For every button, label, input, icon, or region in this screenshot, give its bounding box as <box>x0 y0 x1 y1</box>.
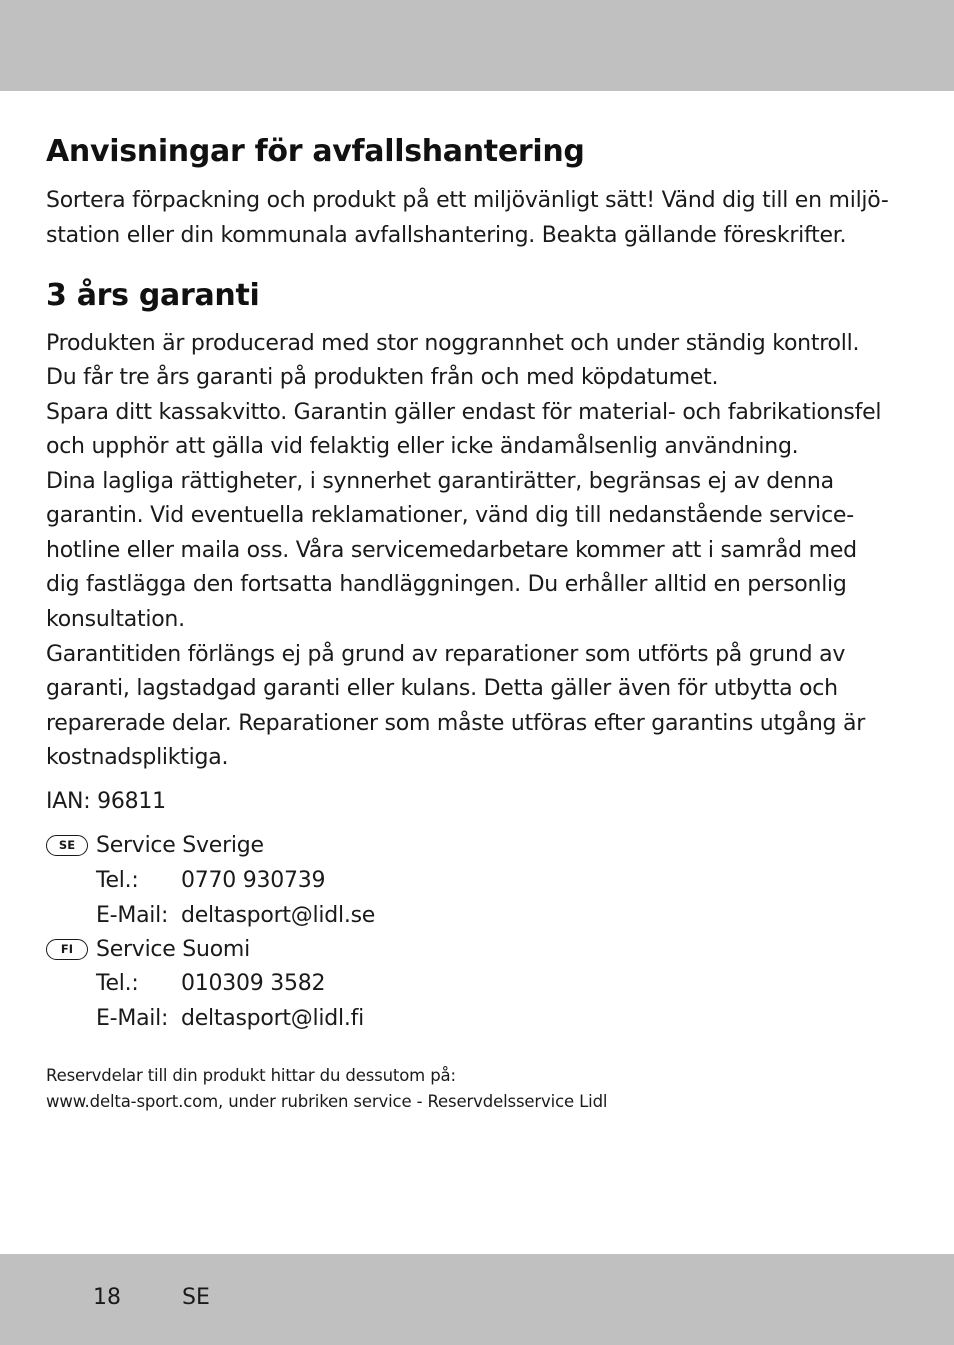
warranty-line: Du får tre års garanti på produkten från och med köpdatumet. <box>46 365 719 390</box>
bottom-band <box>0 1254 954 1345</box>
warranty-line: reparerade delar. Reparationer som måste utföras efter garantins utgång är <box>46 711 866 736</box>
top-band <box>0 0 954 91</box>
finland-flag-badge: FI <box>46 939 88 960</box>
disposal-heading: Anvisningar för avfallshantering <box>46 134 585 169</box>
warranty-line: garanti, lagstadgad garanti eller kulans. Detta gäller även för utbytta och <box>46 676 838 701</box>
service-sweden-title: Service Sverige <box>96 833 264 858</box>
sweden-tel-value: 0770 930739 <box>181 868 326 893</box>
warranty-line: Dina lagliga rättigheter, i synnerhet garantirätter, begränsas ej av denna <box>46 469 834 494</box>
finland-tel-label: Tel.: <box>96 971 139 996</box>
warranty-line: kostnadspliktiga. <box>46 745 229 770</box>
disposal-line: station eller din kommunala avfallshantering. Beakta gällande föreskrifter. <box>46 223 847 248</box>
ian-number: IAN: 96811 <box>46 789 166 814</box>
warranty-line: Garantitiden förlängs ej på grund av reparationer som utförts på grund av <box>46 642 846 667</box>
page-number: 18 <box>93 1285 121 1310</box>
warranty-line: Spara ditt kassakvitto. Garantin gäller endast för material- och fabrikationsfel <box>46 400 882 425</box>
warranty-line: Produkten är producerad med stor noggrannhet och under ständig kontroll. <box>46 331 860 356</box>
sweden-email-value: deltasport@lidl.se <box>181 903 376 928</box>
spare-parts-url: www.delta-sport.com, under rubriken service - Reservdelsservice Lidl <box>46 1092 608 1111</box>
language-code: SE <box>182 1285 210 1310</box>
warranty-line: garantin. Vid eventuella reklamationer, vänd dig till nedanstående service- <box>46 503 854 528</box>
disposal-line: Sortera förpackning och produkt på ett miljövänligt sätt! Vänd dig till en miljö- <box>46 188 889 213</box>
finland-tel-value: 010309 3582 <box>181 971 326 996</box>
warranty-line: dig fastlägga den fortsatta handläggningen. Du erhåller alltid en personlig <box>46 572 847 597</box>
warranty-heading: 3 års garanti <box>46 278 260 313</box>
service-finland-title: Service Suomi <box>96 937 250 962</box>
sweden-flag-badge: SE <box>46 835 88 856</box>
spare-parts-line: Reservdelar till din produkt hittar du dessutom på: <box>46 1066 456 1085</box>
warranty-line: hotline eller maila oss. Våra servicemedarbetare kommer att i samråd med <box>46 538 857 563</box>
finland-email-value: deltasport@lidl.fi <box>181 1006 364 1031</box>
finland-email-label: E-Mail: <box>96 1006 169 1031</box>
sweden-email-label: E-Mail: <box>96 903 169 928</box>
warranty-line: konsultation. <box>46 607 185 632</box>
sweden-tel-label: Tel.: <box>96 868 139 893</box>
warranty-line: och upphör att gälla vid felaktig eller icke ändamålsenlig användning. <box>46 434 799 459</box>
